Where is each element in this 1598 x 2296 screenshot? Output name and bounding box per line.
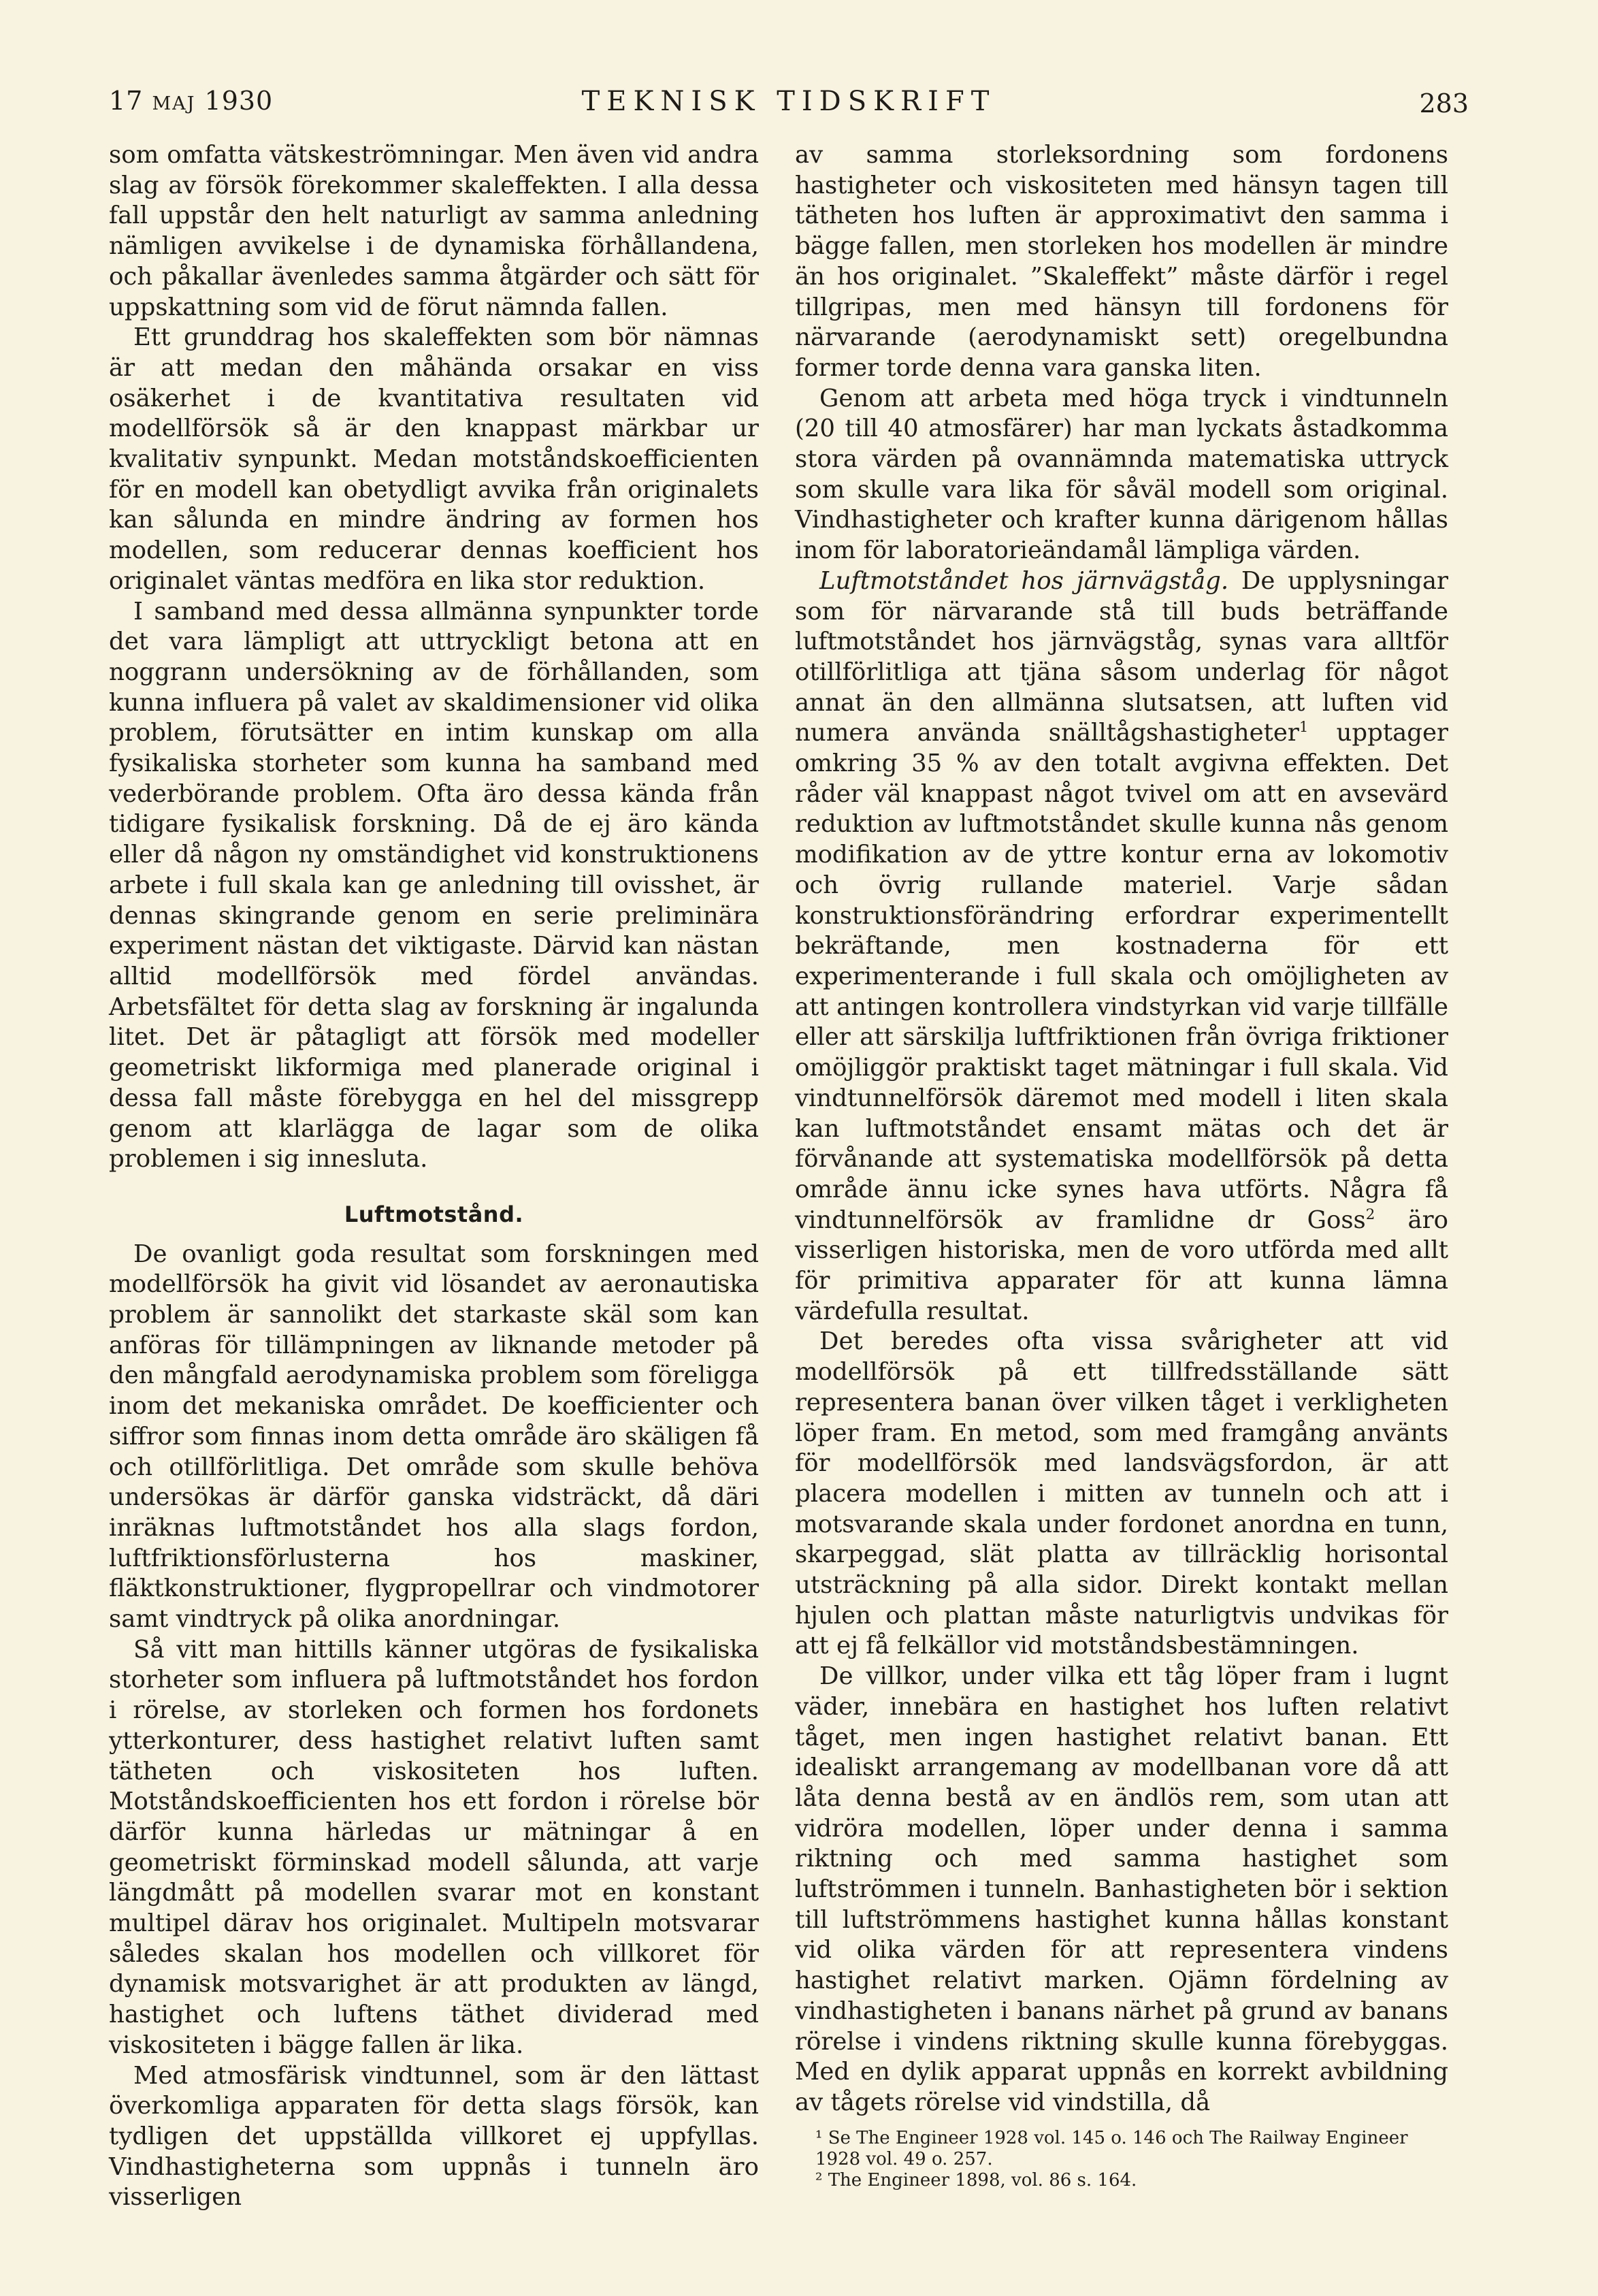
paragraph: Ett grunddrag hos skaleffekten som bör nämnas är att medan den måhända orsakar en viss osäkerhet i de kvantitativa resultaten vid modellförsök så är den knappast märkbar ur kvalitativ synpunkt. Medan motståndskoefficienten för en modell kan obetydligt avvika från originalets kan sålunda en mindre ändring av formen hos modellen, som reducerar dennas koefficient hos originalet väntas medföra en lika stor reduktion.	[109, 323, 759, 595]
paragraph: Så vitt man hittills känner utgöras de fysikaliska storheter som influera på luftmotståndet hos fordon i rörelse, av storleken och formen hos fordonets ytterkonturer, dess hastighet relativt luften samt tätheten och viskositeten hos luften. Motståndskoefficienten hos ett fordon i rörelse bör därför kunna härledas ur mätningar å en geometriskt förminskad modell sålunda, att varje längdmått på modellen svarar mot en konstant multipel därav hos originalet. Multipeln motsvarar således skalan hos modellen och villkoret för dynamisk motsvarighet är att produkten av längd, hastighet och luftens täthet dividerad med viskositeten i bägge fallen är lika.	[109, 1635, 759, 2059]
text-span: upptager omkring 35 % av den totalt avgivna effekten. Det råder väl knappast något tvivel om att en avsevärd reduktion av luftmotståndet skulle kunna nås genom modifikation av de yttre kontur erna av lokomotiv och övrig rullande materiel. Varje sådan konstruktionsförändring erfordrar experimentellt bekräftande, men kostnaderna för ett experimenterande i full skala och omöjligheten av att antingen kontrollera vindstyrkan vid varje tillfälle eller att särskilja luftfriktionen från övriga friktioner omöjliggör praktiskt taget mätningar i full skala. Vid vindtunnelförsök däremot med modell i liten skala kan luftmotståndet ensamt mätas och det är förvånande att systematiska modellförsök på detta område ännu icke synes hava utförts. Några få vindtunnelförsök av framlidne dr Goss	[795, 719, 1449, 1234]
paragraph: De villkor, under vilka ett tåg löper fram i lugnt väder, innebära en hastighet hos luften relativt tåget, men ingen hastighet relativt banan. Ett idealiskt arrangemang av modellbanan vore då att låta denna bestå av en ändlös rem, som utan att vidröra modellen, löper under denna i samma riktning och med samma hastighet som luftströmmen i tunneln. Banhastigheten bör i sektion till luftströmmens hastighet kunna hållas konstant vid olika värden för att representera vindens hastighet relativt marken. Ojämn fördelning av vindhastigheten i banans närhet på grund av banans rörelse i vindens riktning skulle kunna förebyggas. Med en dylik apparat uppnås en korrekt avbildning av tågets rörelse vid vindstilla, då	[795, 1662, 1448, 2116]
footnote: ¹ Se The Engineer 1928 vol. 145 o. 146 och The Railway Engineer 1928 vol. 49 o. 257.	[815, 2127, 1408, 2169]
paragraph: Det beredes ofta vissa svårigheter att vid modellförsök på ett tillfredsställande sätt representera banan över vilken tåget i verkligheten löper fram. En metod, som med framgång använts för modellförsök med landsvägsfordon, är att placera modellen i mitten av tunneln och att i motsvarande skala under fordonet anordna en tunn, skarpeggad, slät platta av tillräcklig horisontal utsträckning på alla sidor. Direkt kontakt mellan hjulen och plattan måste naturligtvis undvikas för att ej få felkällor vid motståndsbestämningen.	[795, 1327, 1448, 1660]
paragraph: av samma storleksordning som fordonens hastigheter och viskositeten med hänsyn tagen till tätheten hos luften är approximativt den samma i bägge fallen, men storleken hos modellen är mindre än hos originalet. ”Skaleffekt” måste därför i regel tillgripas, men med hänsyn till fordonens för närvarande (aerodynamiskt sett) oregelbundna former torde denna vara ganska liten.	[795, 141, 1448, 382]
paragraph: De ovanligt goda resultat som forskningen med modellförsök ha givit vid lösandet av aeronautiska problem är sannolikt det starkaste skäl som kan anföras för tillämpningen av liknande metoder på den mångfald aerodynamiska problem som föreligga inom det mekaniska området. De koefficienter och siffror som finnas inom detta område äro skäligen få och otillförlitliga. Det område som skulle behöva undersökas är därför ganska vidsträckt, då däri inräknas luftmotståndet hos alla slags fordon, luftfriktionsförlusterna hos maskiner, fläktkonstruktioner, flygpropellrar och vindmotorer samt vindtryck på olika anordningar.	[109, 1240, 759, 1634]
journal-title: TEKNISK TIDSKRIFT	[581, 86, 996, 117]
footnote: ² The Engineer 1898, vol. 86 s. 164.	[815, 2169, 1137, 2190]
paragraph: Genom att arbeta med höga tryck i vindtunneln (20 till 40 atmosfärer) har man lyckats åstadkomma stora värden på ovannämnda matematiska uttryck som skulle vara lika för såväl modell som original. Vindhastigheter och krafter kunna därigenom hållas inom för laboratorieändamål lämpliga värden.	[795, 384, 1448, 565]
left-column	[109, 140, 759, 2213]
page-number: 283	[1419, 88, 1469, 118]
issue-year: 1930	[204, 86, 274, 116]
issue-month: MAJ	[152, 93, 196, 114]
text-span: De upplysningar som för närvarande stå till buds beträffande luftmotståndet hos järnvägståg, synas vara alltför otillförlitliga att tjäna såsom underlag för något annat än den allmänna slutsatsen, att luften vid numera använda snälltågshastigheter	[795, 566, 1448, 747]
section-heading: Luftmotstånd.	[344, 1201, 524, 1227]
page-header	[109, 80, 1469, 121]
footnotes	[795, 2128, 1448, 2191]
paragraph: I samband med dessa allmänna synpunkter torde det vara lämpligt att uttryckligt betona att en noggrann undersökning av de förhållanden, som kunna influera på valet av skaldimensioner vid olika problem, förutsätter en intim kunskap om alla fysikaliska storheter som kunna ha samband med vederbörande problem. Ofta äro dessa kända från tidigare fysikalisk forskning. Då de ej äro kända eller då någon ny omständighet vid konstruktionens arbete i full skala kan ge anledning till ovisshet, är dennas skingrande genom en serie preliminära experiment nästan det viktigaste. Därvid kan nästan alltid modellförsök med fördel användas. Arbetsfältet för detta slag av forskning är ingalunda litet. Det är påtagligt att försök med modeller geometriskt likformiga med planerade original i dessa fall måste förebygga en hel del missgrepp genom att klarlägga de lagar som de olika problemen i sig innesluta.	[109, 597, 759, 1174]
right-column	[795, 140, 1448, 2191]
paragraph: som omfatta vätskeströmningar. Men även vid andra slag av försök förekommer skaleffekten. I alla dessa fall uppstår den helt naturligt av samma anledning nämligen avvikelse i de dynamiska förhållandena, och påkallar ävenledes samma åtgärder och sätt för uppskattning som vid de förut nämnda fallen.	[109, 141, 759, 321]
footnote-mark: 2	[1365, 1206, 1375, 1223]
issue-day: 17	[109, 86, 144, 116]
text-span: äro visserligen historiska, men de voro utförda med allt för primitiva apparater för att kunna lämna värdefulla resultat.	[795, 1206, 1448, 1325]
paragraph	[795, 566, 1448, 1327]
footnote-mark: 1	[1299, 719, 1309, 737]
subsection-heading: Luftmotståndet hos järnvägståg.	[819, 566, 1229, 595]
paragraph: Med atmosfärisk vindtunnel, som är den lättast överkomliga apparaten för detta slags försök, kan tydligen det uppställda villkoret ej uppfyllas. Vindhastigheterna som uppnås i tunneln äro visserligen	[109, 2061, 759, 2212]
